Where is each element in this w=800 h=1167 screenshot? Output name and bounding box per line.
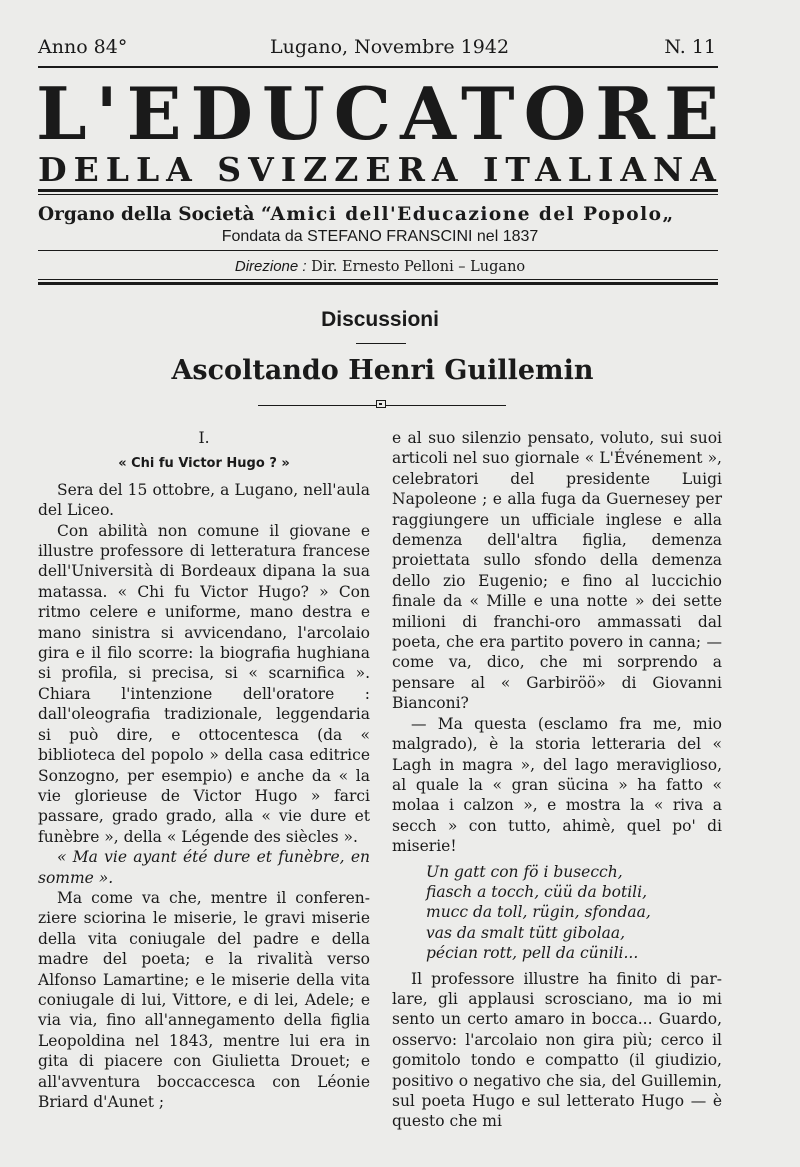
verse-block <box>426 862 722 964</box>
direction-value: Dir. Ernesto Pelloni – Lugano <box>311 259 526 275</box>
paragraph: — Ma questa (esclamo fra me, mio malgrado), è la storia letteraria del « Lagh in magra », del lago meraviglioso, al quale la « gran sücina » ha fatto « molaa i calzon », e mostra la « riva a secch » con tutto, ahimè, quel po' di miserie! <box>392 714 722 856</box>
organ-line <box>38 204 728 225</box>
verse-line: fiasch a tocch, cüü da botili, <box>426 882 647 901</box>
part-subtitle: « Chi fu Victor Hugo ? » <box>118 456 290 472</box>
section-title: Discussioni <box>321 308 439 331</box>
issue-place-date: Lugano, Novembre 1942 <box>270 36 510 58</box>
direction-label: Direzione : <box>234 258 307 275</box>
masthead-rule-thin <box>38 194 718 195</box>
part-number: I. <box>198 429 210 447</box>
paragraph: Il professore illustre ha finito di parlare, gli applausi scrosciano, ma io mi sento un certo amaro in bocca... Guardo, osservo: l'arcolaio non gira più; cerco il gomitolo tondo e compatto (il giudizio, positivo o negativo che sia, del Guillemin, sul poeta Hugo e sul letterato Hugo — è questo che mi <box>392 969 722 1131</box>
direction-rule <box>38 279 718 280</box>
verse-line: Un gatt con fö i busecch, <box>426 862 623 881</box>
article-title: Ascoltando Henri Guillemin <box>171 355 594 386</box>
founded-rule <box>38 250 718 251</box>
section-divider <box>356 343 406 344</box>
organ-prefix: Organo della Società <box>38 204 255 225</box>
ornament-icon <box>376 400 386 408</box>
founded-line: Fondata da STEFANO FRANSCINI nel 1837 <box>221 228 539 245</box>
issue-number: N. 11 <box>664 36 716 58</box>
issue-header <box>38 36 716 60</box>
verse-line: vas da smalt tütt gibolaa, <box>426 923 626 942</box>
masthead-title: L'EDUCATORE <box>36 71 729 156</box>
masthead-rule <box>38 189 718 192</box>
verse-line: mucc da toll, rügin, sfondaa, <box>426 903 651 922</box>
quote-paragraph: « Ma vie ayant été dure et funèbre, en somme ». <box>38 848 370 887</box>
direction-line <box>0 258 760 275</box>
issue-year: Anno 84° <box>38 36 128 58</box>
masthead-subtitle: DELLA SVIZZERA ITALIANA <box>38 150 723 189</box>
left-column <box>38 428 370 1112</box>
direction-rule-thick <box>38 282 718 285</box>
paragraph: Ma come va che, mentre il conferenziere sciorina le miserie, le gravi miserie della vita coniugale del padre e della madre del poeta; e la rivalità verso Alfonso Lamartine; e le miserie della vita coniugale di lui, Vittore, e di lei, Adele; e via via, fino all'annegamento della figlia Leopoldina nel 1843, mentre lui era in gita di piacere con Giulietta Drouet; e all'avventura boccaccesca con Léonie Briard d'Aunet ; <box>38 888 370 1111</box>
verse-line: pécian rott, pell da cünili... <box>426 944 639 963</box>
header-rule <box>38 66 718 68</box>
organ-society: “Amici dell'Educazione del Popolo„ <box>260 204 675 225</box>
paragraph: Sera del 15 ottobre, a Lugano, nell'aula del Liceo. <box>38 480 370 520</box>
paragraph: Con abilità non comune il giovane e illustre professore di letteratura francese dell'Università di Bordeaux dipana la sua matassa. « Chi fu Victor Hugo? » Con ritmo celere e uniforme, mano destra e mano sinistra si avvicendano, l'arcolaio gira e il filo scorre: la biografia hughiana si profila, si precisa, si « scarnifica ». Chiara l'intenzione dell'oratore : dall'oleografia tradizionale, leggendaria si può dire, e ottocentesca (da « biblioteca del popolo » della casa editrice Sonzogno, per esempio) e anche da « la vie glorieuse de Victor Hugo » farci passare, grado grado, alla « vie dure et funèbre », della « Légende des siècles ». <box>38 521 370 846</box>
paragraph: e al suo silenzio pensato, voluto, sui suoi articoli nel suo giornale « L'Événement », celebratori del presidente Luigi Napoleone ; e alla fuga da Guernesey per raggiungere un ufficiale inglese e alla demenza dell'altra figlia, demenza proiettata sullo sfondo della demenza dello zio Eugenio; e fino al luccichio finale da « Mille e una notte » dei sette milioni di franchi-oro ammassati dal poeta, che era partito povero in canna; — come va, dico, che mi sorprendo a pensare al « Garbiröö» di Giovanni Bianconi? <box>392 429 722 713</box>
right-column <box>392 428 722 1132</box>
